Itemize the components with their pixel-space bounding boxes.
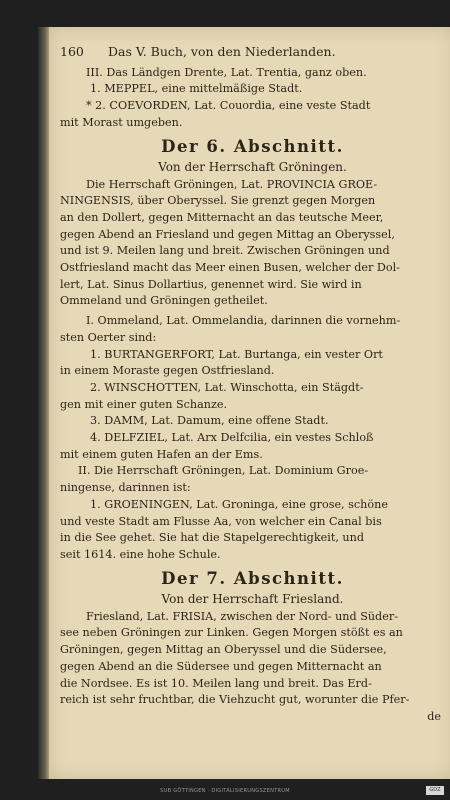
- text-line: Gröningen, gegen Mittag an Oberyssel und die Südersee,: [60, 643, 387, 657]
- page-header: [60, 44, 445, 61]
- text-line: III. Das Ländgen Drente, Lat. Trentia, ganz oben.: [86, 65, 367, 79]
- list-item: 4. DELFZIEL, Lat. Arx Delfcilia, ein vestes Schloß: [90, 431, 374, 445]
- text-line: sten Oerter sind:: [60, 330, 157, 344]
- text-line: lert, Lat. Sinus Dollartius, genennet wird. Sie wird in: [60, 277, 362, 291]
- text-line: Ommeland und Gröningen getheilet.: [60, 294, 268, 308]
- section-heading: Der 6. Abschnitt.: [161, 136, 344, 156]
- text-line: see neben Gröningen zur Linken. Gegen Morgen stößt es an: [60, 626, 403, 640]
- list-item: gen mit einer guten Schanze.: [60, 397, 228, 411]
- text-line: NINGENSIS, über Oberyssel. Sie grenzt gegen Morgen: [60, 194, 376, 208]
- text-line: I. Ommeland, Lat. Ommelandia, darinnen die vornehm-: [86, 314, 401, 328]
- text-line: 1. MEPPEL, eine mittelmäßige Stadt.: [90, 82, 303, 96]
- page-number: 160: [60, 44, 84, 59]
- text-line: Friesland, Lat. FRISIA, zwischen der Nord- und Süder-: [86, 609, 398, 623]
- list-item: und veste Stadt am Flusse Aa, von welcher ein Canal bis: [60, 514, 382, 528]
- list-item: mit einem guten Hafen an der Ems.: [60, 447, 263, 461]
- text-line: ningense, darinnen ist:: [60, 481, 191, 495]
- list-item: 2. WINSCHOTTEN, Lat. Winschotta, ein Stägdt-: [90, 380, 364, 394]
- text-line: II. Die Herrschaft Gröningen, Lat. Dominium Groe-: [78, 464, 369, 478]
- list-item: seit 1614. eine hohe Schule.: [60, 547, 221, 561]
- running-title: Das V. Buch, von den Niederlanden.: [108, 44, 336, 59]
- catchword: de: [427, 709, 441, 723]
- text-line: die Nordsee. Es ist 10. Meilen lang und breit. Das Erd-: [60, 676, 372, 690]
- list-item: 1. GROENINGEN, Lat. Groninga, eine grose, schöne: [90, 497, 388, 511]
- footer-credit: SUB GÖTTINGEN · DIGITALISIERUNGSZENTRUM: [160, 788, 290, 794]
- text-line: Die Herrschaft Gröningen, Lat. PROVINCIA GROE-: [86, 177, 378, 191]
- text-line: reich ist sehr fruchtbar, die Viehzucht gut, worunter die Pfer-: [60, 693, 410, 707]
- text-line: Ostfriesland macht das Meer einen Busen, welcher der Dol-: [60, 261, 400, 275]
- page-text: [60, 44, 445, 726]
- list-item: in die See gehet. Sie hat die Stapelgerechtigkeit, und: [60, 531, 365, 545]
- list-item: in einem Moraste gegen Ostfriesland.: [60, 364, 275, 378]
- text-line: mit Morast umgeben.: [60, 115, 183, 129]
- section-subheading: Von der Herrschaft Friesland.: [161, 591, 344, 606]
- text-line: gegen Abend an die Südersee und gegen Mitternacht an: [60, 659, 382, 673]
- text-line: * 2. COEVORDEN, Lat. Couordia, eine veste Stadt: [86, 99, 371, 113]
- section-subheading: Von der Herrschaft Gröningen.: [158, 159, 347, 174]
- list-item: 3. DAMM, Lat. Damum, eine offene Stadt.: [90, 414, 329, 428]
- gdz-logo: GDZ: [426, 786, 444, 795]
- text-line: und ist 9. Meilen lang und breit. Zwischen Gröningen und: [60, 244, 390, 258]
- list-item: 1. BURTANGERFORT, Lat. Burtanga, ein vester Ort: [90, 347, 383, 361]
- text-line: an den Dollert, gegen Mitternacht an das teutsche Meer,: [60, 210, 384, 224]
- section-heading: Der 7. Abschnitt.: [161, 568, 344, 588]
- text-line: gegen Abend an Friesland und gegen Mittag an Oberyssel,: [60, 227, 395, 241]
